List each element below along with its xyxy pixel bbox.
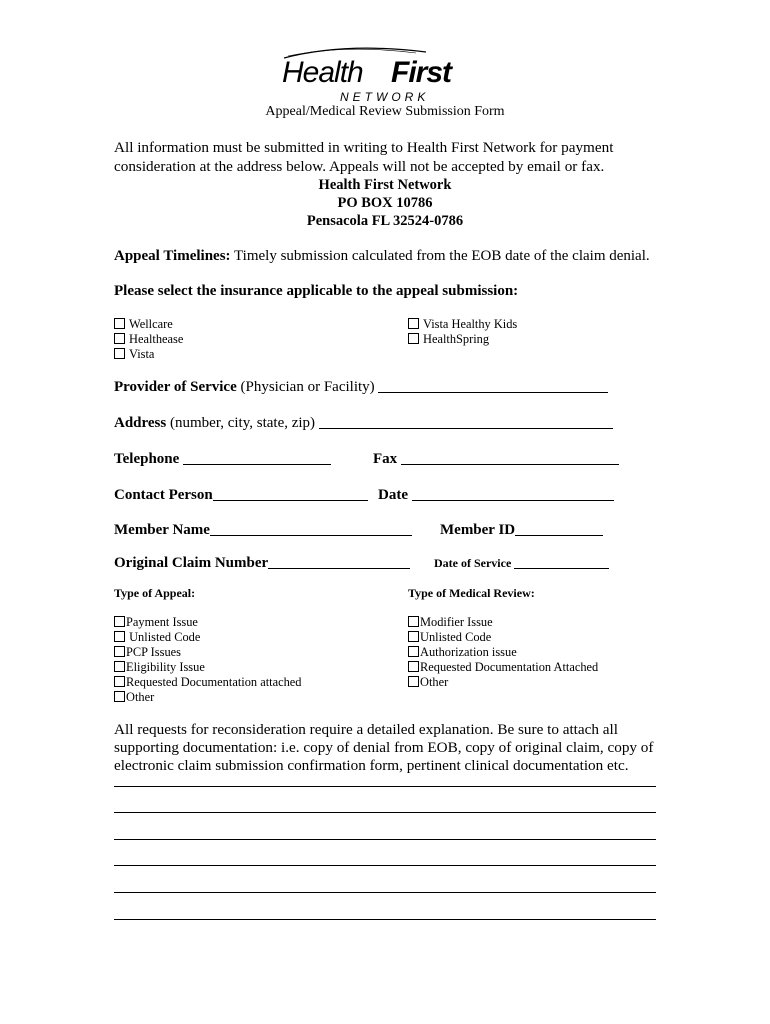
intro-line-2: consideration at the address below. Appeals will not be accepted by email or fax. <box>114 158 605 175</box>
explanation-input-line[interactable] <box>114 786 656 787</box>
explanation-input-line[interactable] <box>114 865 656 866</box>
member-id-input[interactable] <box>515 521 603 536</box>
member-id-field: Member ID <box>440 521 603 539</box>
telephone-field: Telephone <box>114 450 331 468</box>
explanation-input-line[interactable] <box>114 892 656 893</box>
checkbox[interactable] <box>114 348 125 359</box>
medical-review-option[interactable]: Modifier Issue <box>408 615 493 630</box>
fax-input[interactable] <box>401 450 619 465</box>
checkbox[interactable] <box>408 631 419 642</box>
checkbox[interactable] <box>408 318 419 329</box>
appeal-type-option[interactable]: Unlisted Code <box>114 630 200 645</box>
contact-person-field: Contact Person <box>114 486 368 504</box>
insurance-option-wellcare[interactable]: Wellcare <box>114 317 173 332</box>
checkbox[interactable] <box>408 646 419 657</box>
fax-field: Fax <box>373 450 619 468</box>
appeal-type-option[interactable]: Eligibility Issue <box>114 660 205 675</box>
medical-review-type-label: Type of Medical Review: <box>408 586 535 600</box>
checkbox[interactable] <box>114 661 125 672</box>
explanation-input-line[interactable] <box>114 919 656 920</box>
explanation-line-1: All requests for reconsideration require a detailed explanation. Be sure to attach all <box>114 721 618 738</box>
insurance-prompt: Please select the insurance applicable to the appeal submission: <box>114 283 519 299</box>
intro-line-1: All information must be submitted in writing to Health First Network for payment <box>114 139 614 156</box>
provider-field: Provider of Service (Physician or Facility) <box>114 378 608 396</box>
checkbox[interactable] <box>408 333 419 344</box>
date-of-service-field: Date of Service <box>434 556 609 571</box>
claim-number-field: Original Claim Number <box>114 554 410 572</box>
checkbox[interactable] <box>408 676 419 687</box>
checkbox[interactable] <box>114 676 125 687</box>
checkbox[interactable] <box>408 616 419 627</box>
address-field: Address (number, city, state, zip) <box>114 414 613 432</box>
insurance-option-vista-healthy-kids[interactable]: Vista Healthy Kids <box>408 317 517 332</box>
explanation-input-line[interactable] <box>114 812 656 813</box>
medical-review-option[interactable]: Requested Documentation Attached <box>408 660 598 675</box>
svg-text:First: First <box>391 56 452 89</box>
appeal-type-option[interactable]: PCP Issues <box>114 645 181 660</box>
appeal-timelines <box>114 248 650 265</box>
checkbox[interactable] <box>114 646 125 657</box>
appeal-type-option[interactable]: Requested Documentation attached <box>114 675 301 690</box>
health-first-logo <box>276 44 500 106</box>
date-field: Date <box>378 486 614 504</box>
contact-person-input[interactable] <box>213 486 368 501</box>
claim-number-input[interactable] <box>268 554 410 569</box>
explanation-line-2: supporting documentation: i.e. copy of denial from EOB, copy of original claim, copy of <box>114 739 654 756</box>
member-name-input[interactable] <box>210 521 412 536</box>
provider-input[interactable] <box>378 378 608 393</box>
appeal-type-option[interactable]: Other <box>114 690 154 705</box>
explanation-line-3: electronic claim submission confirmation form, pertinent clinical documentation etc. <box>114 757 629 774</box>
address-box: PO BOX 10786 <box>337 195 433 211</box>
medical-review-option[interactable]: Other <box>408 675 448 690</box>
telephone-input[interactable] <box>183 450 331 465</box>
svg-text:NETWORK: NETWORK <box>340 90 430 104</box>
address-city: Pensacola FL 32524-0786 <box>306 213 464 229</box>
date-input[interactable] <box>412 486 614 501</box>
member-name-field: Member Name <box>114 521 412 539</box>
checkbox[interactable] <box>114 631 125 642</box>
checkbox[interactable] <box>114 333 125 344</box>
medical-review-option[interactable]: Authorization issue <box>408 645 517 660</box>
checkbox[interactable] <box>114 318 125 329</box>
appeal-type-label: Type of Appeal: <box>114 586 196 600</box>
checkbox[interactable] <box>114 691 125 702</box>
checkbox[interactable] <box>408 661 419 672</box>
explanation-input-line[interactable] <box>114 839 656 840</box>
checkbox[interactable] <box>114 616 125 627</box>
insurance-option-vista[interactable]: Vista <box>114 347 154 362</box>
form-title: Appeal/Medical Review Submission Form <box>265 104 505 119</box>
medical-review-option[interactable]: Unlisted Code <box>408 630 491 645</box>
address-input[interactable] <box>319 414 613 429</box>
address-name: Health First Network <box>318 177 452 193</box>
date-of-service-input[interactable] <box>514 557 609 569</box>
svg-text:Health: Health <box>282 56 363 89</box>
timelines-text: Timely submission calculated from the EOB date of the claim denial. <box>234 248 650 264</box>
insurance-option-healthease[interactable]: Healthease <box>114 332 183 347</box>
insurance-option-healthspring[interactable]: HealthSpring <box>408 332 489 347</box>
appeal-type-option[interactable]: Payment Issue <box>114 615 198 630</box>
timelines-label: Appeal Timelines: <box>114 248 231 264</box>
